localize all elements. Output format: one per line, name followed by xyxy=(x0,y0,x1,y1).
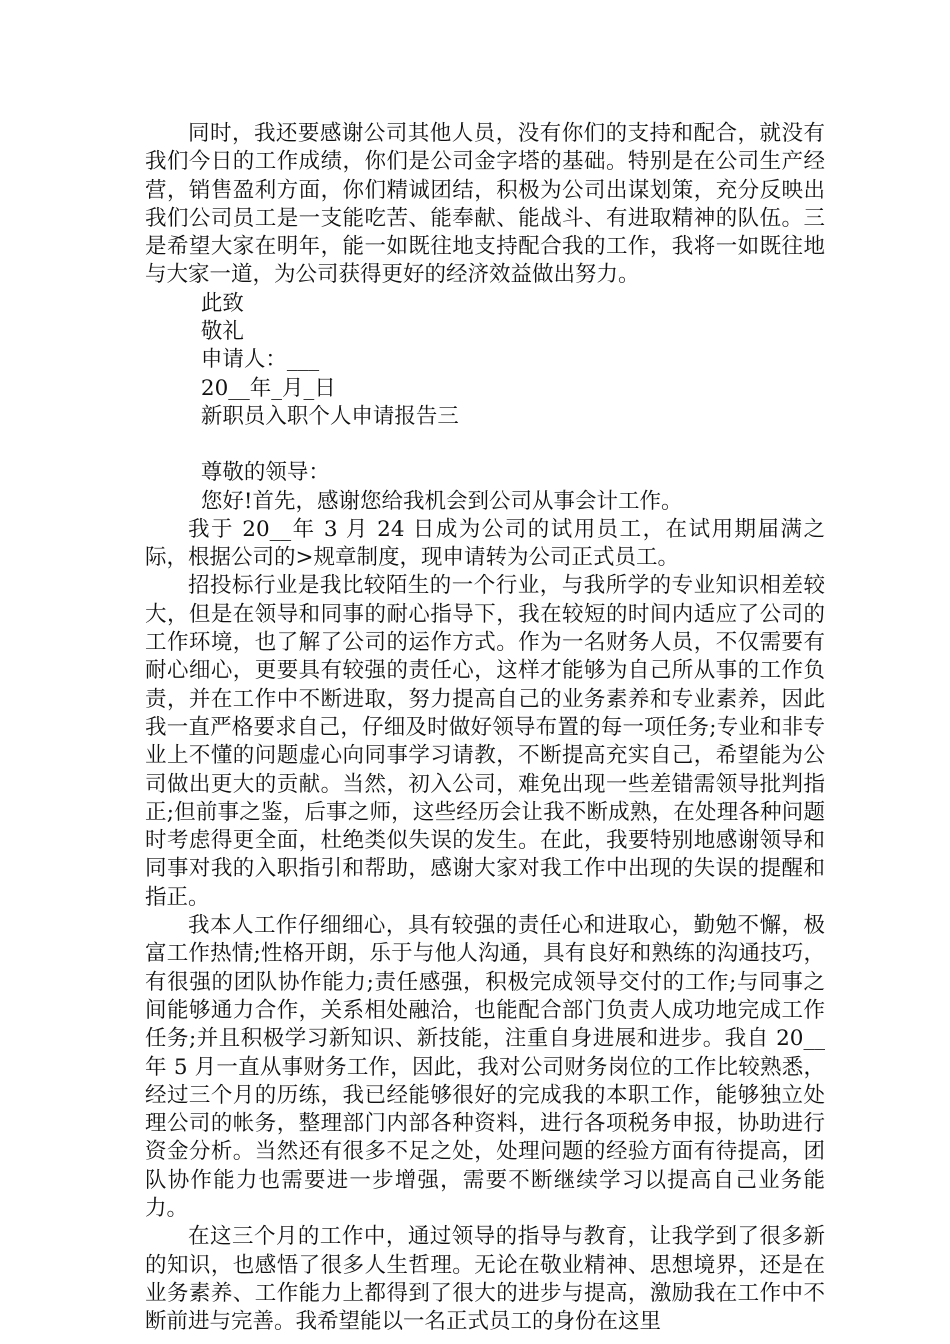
date-line: 20__年_月_日 xyxy=(200,375,336,401)
closing-jingli: 敬礼 xyxy=(200,319,244,345)
greeting: 您好!首先，感谢您给我机会到公司从事会计工作。 xyxy=(200,488,683,514)
paragraph-self-assessment: 我本人工作仔细细心，具有较强的责任心和进取心，勤勉不懈，极富工作热情;性格开朗，乐于与他人沟通，具有良好和熟练的沟通技巧，有很强的团队协作能力;责任感强，积极完成领导交付的工作;与同事之间能够通力合作，关系相处融洽，也能配合部门负责人成功地完成工作任务;并且积极学习新知识、新技能，注重自身进展和进步。我自 20__年 5 月一直从事财务工作，因此，我对公司财务岗位的工作比较熟悉，经过三个月的历练，我已经能够很好的完成我的本职工作，能够独立处理公司的帐务，整理部门内部各种资料，进行各项税务申报，协助进行资金分析。当然还有很多不足之处，处理问题的经验方面有待提高，团队协作能力也需要进一步增强，需要不断继续学习以提高自己业务能力。 xyxy=(145,913,825,1221)
paragraph-experience: 招投标行业是我比较陌生的一个行业，与我所学的专业知识相差较大，但是在领导和同事的耐心指导下，我在较短的时间内适应了公司的工作环境，也了解了公司的运作方式。作为一名财务人员，不仅需要有耐心细心，更要具有较强的责任心，这样才能够为自己所从事的工作负责，并在工作中不断进取，努力提高自己的业务素养和专业素养，因此我一直严格要求自己，仔细及时做好领导布置的每一项任务;专业和非专业上不懂的问题虚心向同事学习请教，不断提高充实自己，希望能为公司做出更大的贡献。当然，初入公司，难免出现一些差错需领导批判指正;但前事之鉴，后事之师，这些经历会让我不断成熟，在处理各种问题时考虑得更全面，杜绝类似失误的发生。在此，我要特别地感谢领导和同事对我的入职指引和帮助，感谢大家对我工作中出现的失误的提醒和指正。 xyxy=(145,573,825,910)
paragraph-thanks: 同时，我还要感谢公司其他人员，没有你们的支持和配合，就没有我们今日的工作成绩，你们是公司金字塔的基础。特别是在公司生产经营，销售盈利方面，你们精诚团结，积极为公司出谋划策，充分反映出我们公司员工是一支能吃苦、能奉献、能战斗、有进取精神的队伍。三是希望大家在明年，能一如既往地支持配合我的工作，我将一如既往地与大家一道，为公司获得更好的经济效益做出努力。 xyxy=(145,121,825,288)
paragraph-gains: 在这三个月的工作中，通过领导的指导与教育，让我学到了很多新的知识，也感悟了很多人生哲理。无论在敬业精神、思想境界，还是在业务素养、工作能力上都得到了很大的进步与提高，激励我在工作中不断前进与完善。我希望能以一名正式员工的身份在这里 xyxy=(145,1224,825,1335)
salutation: 尊敬的领导： xyxy=(200,460,330,486)
document-page xyxy=(145,120,825,1336)
closing-cizhi: 此致 xyxy=(200,290,244,316)
paragraph-probation: 我于 20__年 3 月 24 日成为公司的试用员工，在试用期届满之际，根据公司的>规章制度，现申请转为公司正式员工。 xyxy=(145,516,825,571)
blank-line xyxy=(145,431,825,459)
applicant-line: 申请人：___ xyxy=(200,347,320,373)
section-title: 新职员入职个人申请报告三 xyxy=(200,403,459,429)
